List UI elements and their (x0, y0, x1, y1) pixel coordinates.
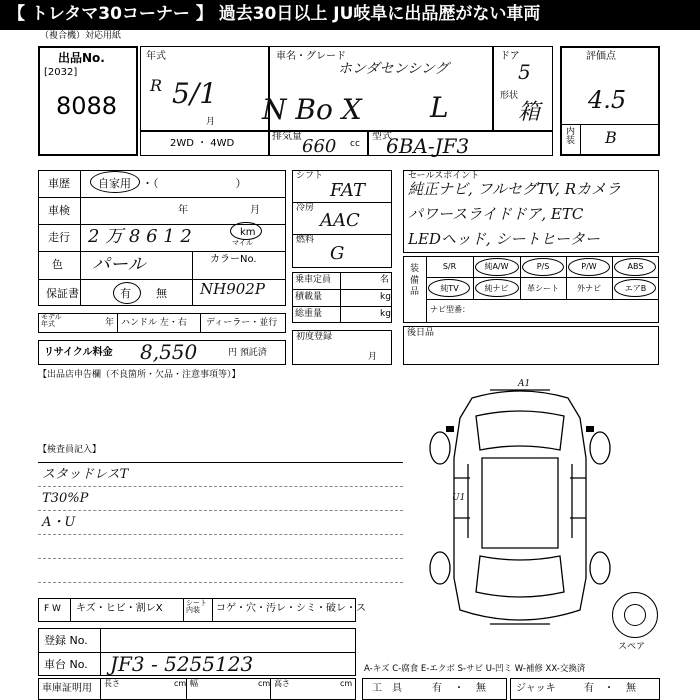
equip-circle-tv (428, 279, 470, 297)
first-reg-label: 初度登録 (296, 332, 333, 342)
handle-label: ハンドル 左・右 (121, 318, 187, 328)
score-label: 評価点 (586, 51, 616, 62)
tools-yes: 有 (432, 683, 442, 694)
lot-label: 出品No. (58, 51, 105, 65)
history-value: 自家用 (98, 177, 131, 190)
equip-circle-ps (522, 258, 564, 276)
doors-label: ドア (500, 51, 520, 62)
year-label: 年式 (146, 51, 166, 62)
cert-height: 高さ (274, 679, 290, 688)
history-label: 車歴 (48, 177, 70, 190)
equip-circle-navi (475, 279, 519, 297)
sales-line2: パワースライドドア, ETC (408, 205, 584, 223)
fuel-label: 燃料 (296, 235, 315, 245)
gross-label: 総重量 (295, 309, 323, 319)
mileage-unit: km (240, 227, 256, 238)
shape-value: 箱 (518, 100, 541, 125)
sales-line3: LEDヘッド, シートヒーター (408, 230, 600, 248)
cert-label: 車庫証明用 (42, 683, 92, 694)
equip-sr: S/R (442, 262, 457, 271)
recycle-label: リサイクル料金 (44, 347, 113, 358)
capacity-unit: 名 (380, 275, 390, 285)
after-label: 後日品 (407, 328, 435, 338)
inspector-label: 【検査員記入】 (38, 445, 102, 455)
equip-circle-aw (475, 258, 519, 276)
year-value: 5/1 (172, 77, 218, 110)
grade-name: L (430, 91, 449, 124)
color-value: パール (92, 254, 146, 275)
warranty-yes: 有 (120, 287, 131, 300)
sales-line1: 純正ナビ, フルセグTV, Rカメラ (408, 180, 621, 198)
displacement-value: 660 (302, 136, 337, 157)
inspect-year: 年 (178, 205, 188, 216)
spare-tire-inner (624, 604, 646, 626)
banner-text: 【 トレタマ30コーナー 】 過去30日以上 JU岐阜に出品歴がない車両 (8, 4, 541, 24)
mileage-unit-circle (230, 222, 262, 240)
jack-label: ジャッキ (516, 683, 556, 694)
color-label: 色 (52, 258, 63, 271)
equip-airbag: エアB (624, 284, 647, 293)
capacity-label: 乗車定員 (295, 275, 332, 285)
shape-label: 形状 (500, 91, 519, 101)
chassis-label: 車台 No. (44, 658, 88, 671)
equip-ps: P/S (536, 262, 550, 271)
load-unit: kg (380, 292, 391, 302)
jack-sep: ・ (604, 683, 614, 694)
cert-long: 長さ (104, 679, 120, 688)
seller-note-label: 【出品店申告欄（不良箇所・欠品・注意事項等）】 (38, 370, 241, 380)
equip-abs: ABS (627, 262, 644, 271)
spare-label: スペア (618, 642, 646, 652)
model-year: 年 (105, 318, 115, 328)
warranty-no: 無 (156, 287, 167, 300)
mileage-mile: マイル (232, 239, 253, 247)
year-era: R (150, 76, 163, 95)
lot-number: 8088 (56, 92, 118, 120)
equip-aw: 純A/W (484, 262, 509, 271)
tools-no: 無 (476, 683, 486, 694)
inspector-line2: T30%P (42, 491, 89, 506)
chassis-value: JF3 - 5255123 (110, 652, 254, 676)
colorno-value: NH902P (200, 280, 265, 298)
warranty-label: 保証書 (46, 287, 79, 300)
warranty-circle (113, 282, 141, 304)
navi-label: ナビ型番： (430, 305, 470, 314)
inspect-label: 車検 (48, 204, 70, 217)
shift-label: シフト (296, 171, 324, 181)
load-label: 積載量 (295, 292, 323, 302)
maker-grade: ホンダセンシング (338, 61, 449, 77)
car-diagram (410, 378, 630, 636)
colorno-label: カラーNo. (210, 254, 257, 265)
mileage-value: 2 万 8 6 1 2 (88, 226, 192, 247)
drive-label: 2WD ・ 4WD (170, 138, 235, 149)
recycle-unit: 円 預託済 (228, 348, 267, 358)
fw-items: キズ・ヒビ・割レX (76, 603, 163, 614)
cc-label: cc (350, 139, 360, 149)
equip-circle-pw (568, 258, 610, 276)
cert-long-cm: cm (174, 679, 187, 688)
damage-legend: A-キズ C-腐食 E-エクボ S-サビ U-凹ミ W-補修 XX-交換済 (364, 664, 586, 674)
tools-label: 工 具 (372, 683, 402, 694)
recycle-value: 8,550 (140, 340, 198, 364)
equip-label: 装備品 (410, 264, 420, 298)
model-label: モデル 年式 (41, 313, 62, 328)
diagram-note-a: A1 (518, 379, 531, 389)
displacement-label: 排気量 (272, 131, 302, 142)
equip-tv: 純TV (440, 284, 459, 293)
inspector-line3: A・U (42, 515, 76, 530)
history-circle (90, 171, 140, 193)
sheet-sub-label: （複合機）対応用紙 (40, 31, 122, 41)
fuel-value: G (330, 243, 345, 264)
interior-value: B (605, 128, 617, 147)
equip-circle-abs (614, 258, 656, 276)
tools-sep: ・ (454, 683, 464, 694)
equip-ext-navi: 外ナビ (577, 284, 601, 293)
cert-width-cm: cm (258, 679, 271, 688)
equip-navi: 純ナビ (484, 284, 509, 293)
seat-items: コゲ・穴・汚レ・シミ・破レ・ス (216, 603, 366, 614)
type-value: 6BA-JF3 (386, 134, 470, 158)
fw-label: F W (44, 604, 61, 614)
doors-value: 5 (518, 60, 531, 84)
equip-pw: P/W (581, 262, 597, 271)
cert-width: 幅 (190, 679, 198, 688)
history-rest: ・（ ） (142, 177, 247, 190)
score-value: 4.5 (588, 86, 627, 114)
cert-height-cm: cm (340, 679, 353, 688)
inspector-line1: スタッドレスT (42, 467, 129, 482)
gross-unit: kg (380, 309, 391, 319)
reg-label: 登録 No. (44, 634, 88, 647)
ac-value: AAC (320, 210, 360, 231)
shift-value: FAT (330, 180, 365, 201)
interior-label: 内装 (566, 127, 576, 146)
equip-circle-airbag (614, 279, 656, 297)
equip-leather: 革シート (527, 284, 559, 293)
year-month-unit: 月 (206, 117, 216, 127)
diagram-note-b: U1 (452, 493, 466, 503)
jack-yes: 有 (584, 683, 594, 694)
inspect-month: 月 (250, 205, 260, 216)
model-name: N Bo X (262, 93, 362, 126)
after-box (403, 326, 659, 365)
type-label: 型式 (372, 131, 392, 142)
ac-label: 冷房 (296, 203, 315, 213)
seat-label: シート 内装 (186, 599, 207, 614)
lot-code: [2032] (44, 67, 78, 78)
name-label: 車名・グレード (276, 51, 346, 62)
mileage-label: 走行 (48, 231, 70, 244)
jack-no: 無 (626, 683, 636, 694)
dealer-label: ディーラー・並行 (206, 318, 278, 328)
first-reg-unit: 月 (368, 352, 378, 362)
sales-label: セールスポイント (408, 171, 480, 181)
